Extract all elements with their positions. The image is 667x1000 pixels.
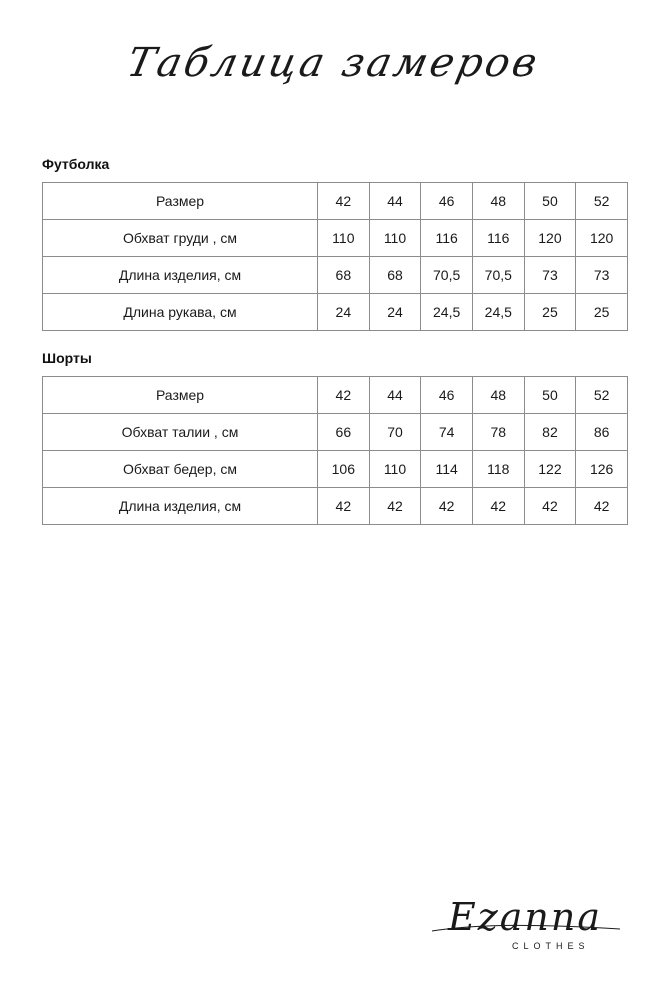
table-cell: 73: [576, 257, 628, 294]
table-cell: 110: [369, 451, 421, 488]
table-row: [43, 183, 628, 220]
table-cell: 46: [421, 183, 473, 220]
table-cell: 66: [318, 414, 370, 451]
logo-subtitle: CLOTHES: [512, 941, 590, 951]
brand-logo: [430, 895, 630, 965]
table-cell: 48: [472, 183, 524, 220]
row-label: Длина изделия, см: [43, 257, 318, 294]
table-cell: 70,5: [472, 257, 524, 294]
table-cell: 70: [369, 414, 421, 451]
row-label: Размер: [43, 183, 318, 220]
logo-wordmark: Ezanna: [448, 895, 603, 939]
page-title: Таблица замеров: [123, 40, 544, 86]
tshirt-section-label: Футболка: [42, 156, 110, 172]
table-cell: 48: [472, 377, 524, 414]
table-cell: 120: [524, 220, 576, 257]
table-cell: 110: [369, 220, 421, 257]
table-cell: 50: [524, 377, 576, 414]
table-cell: 24,5: [421, 294, 473, 331]
table-cell: 78: [472, 414, 524, 451]
table-cell: 25: [524, 294, 576, 331]
table-row: [43, 377, 628, 414]
table-row: [43, 294, 628, 331]
row-label: Размер: [43, 377, 318, 414]
table-cell: 42: [318, 377, 370, 414]
table-cell: 25: [576, 294, 628, 331]
table-cell: 120: [576, 220, 628, 257]
table-cell: 126: [576, 451, 628, 488]
table-cell: 42: [369, 488, 421, 525]
table-cell: 114: [421, 451, 473, 488]
table-cell: 110: [318, 220, 370, 257]
table-cell: 106: [318, 451, 370, 488]
table-cell: 74: [421, 414, 473, 451]
table-cell: 73: [524, 257, 576, 294]
table-cell: 70,5: [421, 257, 473, 294]
table-cell: 118: [472, 451, 524, 488]
table-cell: 42: [318, 488, 370, 525]
table-cell: 24,5: [472, 294, 524, 331]
tshirt-size-table: [42, 182, 628, 331]
table-cell: 42: [524, 488, 576, 525]
table-cell: 86: [576, 414, 628, 451]
row-label: Обхват бедер, см: [43, 451, 318, 488]
table-cell: 24: [318, 294, 370, 331]
table-row: [43, 257, 628, 294]
table-row: [43, 488, 628, 525]
row-label: Обхват талии , см: [43, 414, 318, 451]
row-label: Обхват груди , см: [43, 220, 318, 257]
table-cell: 52: [576, 377, 628, 414]
table-cell: 42: [318, 183, 370, 220]
table-cell: 46: [421, 377, 473, 414]
table-row: [43, 414, 628, 451]
shorts-section-label: Шорты: [42, 350, 92, 366]
row-label: Длина изделия, см: [43, 488, 318, 525]
table-cell: 68: [369, 257, 421, 294]
table-cell: 44: [369, 377, 421, 414]
table-cell: 116: [421, 220, 473, 257]
shorts-size-table: [42, 376, 628, 525]
table-cell: 50: [524, 183, 576, 220]
table-cell: 44: [369, 183, 421, 220]
table-cell: 24: [369, 294, 421, 331]
table-cell: 52: [576, 183, 628, 220]
table-row: [43, 220, 628, 257]
table-cell: 42: [421, 488, 473, 525]
table-cell: 122: [524, 451, 576, 488]
row-label: Длина рукава, см: [43, 294, 318, 331]
table-cell: 68: [318, 257, 370, 294]
table-row: [43, 451, 628, 488]
table-cell: 82: [524, 414, 576, 451]
table-cell: 42: [472, 488, 524, 525]
table-cell: 42: [576, 488, 628, 525]
table-cell: 116: [472, 220, 524, 257]
